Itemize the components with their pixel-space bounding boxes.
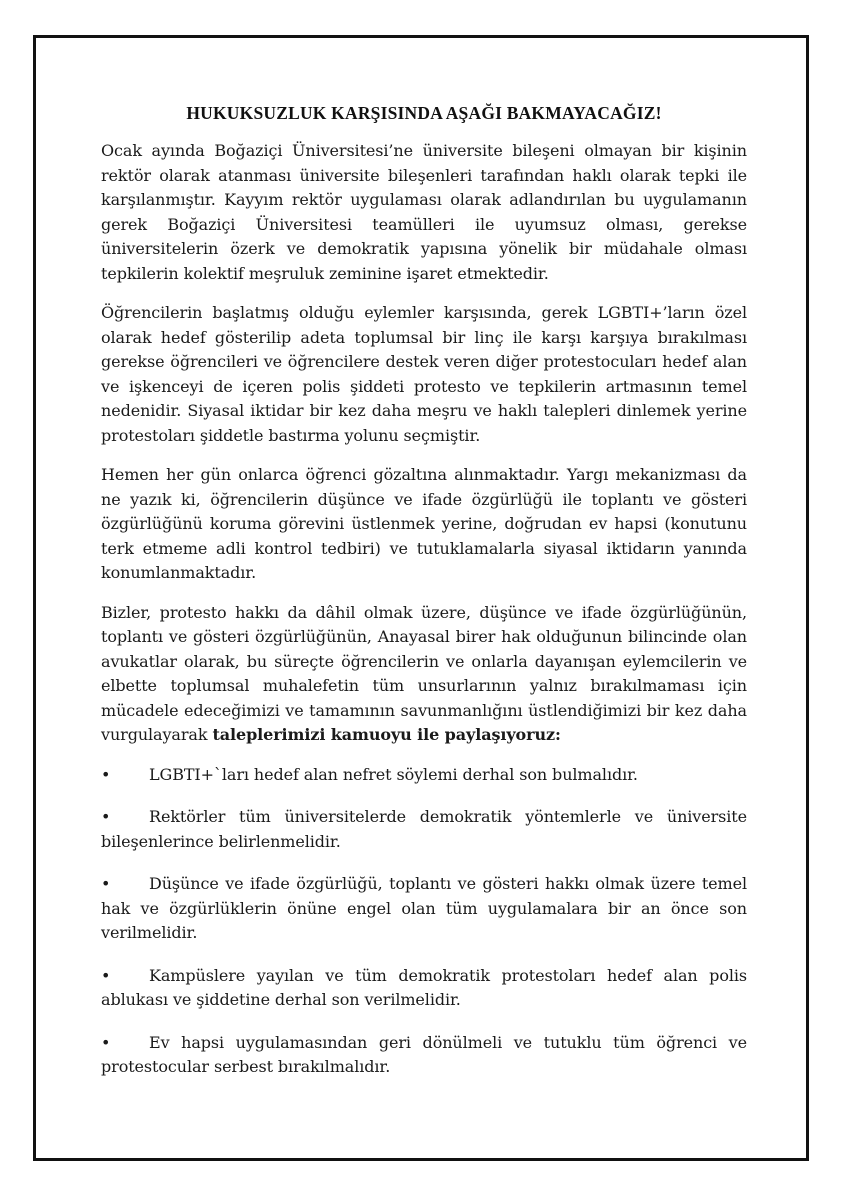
bullet-icon: • — [101, 874, 111, 893]
demand-text: Ev hapsi uygulamasından geri dönülmeli ve tutuklu tüm öğrenci ve protestocular serbest bırakılmalıdır. — [101, 1032, 747, 1076]
demand-text: Rektörler tüm üniversitelerde demokratik yöntemlerle ve üniversite bileşenlerince belirlenmelidir. — [101, 807, 747, 851]
closing-text: Bizler, protesto hakkı da dâhil olmak üzere, düşünce ve ifade özgürlüğünün, toplantı ve gösteri özgürlüğünün, Anayasal birer hak olduğunun bilincinde olan avukatlar olarak, bu süreçte öğrencilerin ve onlarla dayanışan eylemcilerin ve elbette toplumsal muhalefetin tüm unsurlarının yalnız bırakılmaması için mücadele edeceğimizi ve tamamının savunmanlığını üstlendiğimizi bir kez daha vurgulayarak — [101, 602, 747, 744]
demand-item — [101, 872, 747, 946]
demand-item — [101, 805, 747, 854]
demand-item — [101, 1031, 747, 1080]
demand-text: LGBTI+`ları hedef alan nefret söylemi derhal son bulmalıdır. — [149, 764, 638, 784]
paragraph-appointment: Ocak ayında Boğaziçi Üniversitesi’ne üniversite bileşeni olmayan bir kişinin rektör olarak atanması üniversite bileşenleri tarafından haklı olarak tepki ile karşılanmıştır. Kayyım rektör uygulaması olarak adlandırılan bu uygulamanın gerek Boğaziçi Üniversitesi teamülleri ile uyumsuz olması, gerekse üniversitelerin özerk ve demokratik yapısına yönelik bir müdahale olması tepkilerin kolektif meşruluk zeminine işaret etmektedir. — [101, 141, 747, 283]
bullet-icon: • — [101, 764, 111, 784]
paragraph-lawyers-statement — [101, 601, 747, 748]
demand-item — [101, 763, 747, 788]
demand-text: Kampüslere yayılan ve tüm demokratik protestoları hedef alan polis ablukası ve şiddetine derhal son verilmelidir. — [101, 965, 747, 1009]
demands-list — [101, 763, 747, 1080]
paragraph-protests: Öğrencilerin başlatmış olduğu eylemler karşısında, gerek LGBTI+’ların özel olarak hedef gösterilip adeta toplumsal bir linç ile karşı karşıya bırakılması gerekse öğrencileri ve öğrencilere destek veren diğer protestocuları hedef alan ve işkenceyi de içeren polis şiddeti protesto ve tepkilerin artmasının temel nedenidir. Siyasal iktidar bir kez daha meşru ve haklı talepleri dinlemek yerine protestoları şiddetle bastırma yolunu seçmiştir. — [101, 303, 747, 445]
closing-bold-text: taleplerimizi kamuoyu ile paylaşıyoruz: — [212, 725, 561, 744]
bullet-icon: • — [101, 1032, 111, 1052]
document-body — [101, 101, 747, 1098]
paragraph-detentions: Hemen her gün onlarca öğrenci gözaltına alınmaktadır. Yargı mekanizması da ne yazık ki, öğrencilerin düşünce ve ifade özgürlüğü ile toplantı ve gösteri özgürlüğünü koruma görevini üstlenmek yerine, doğrudan ev hapsi (konutunu terk etmeme adli kontrol tedbiri) ve tutuklamalarla siyasal iktidarın yanında konumlanmaktadır. — [101, 465, 747, 582]
bullet-icon: • — [101, 965, 111, 985]
demand-item — [101, 964, 747, 1013]
document-title: HUKUKSUZLUK KARŞISINDA AŞAĞI BAKMAYACAĞIZ! — [186, 103, 662, 123]
bullet-icon: • — [101, 807, 111, 826]
demand-text: Düşünce ve ifade özgürlüğü, toplantı ve gösteri hakkı olmak üzere temel hak ve özgürlüklerin önüne engel olan tüm uygulamalara bir an önce son verilmelidir. — [101, 874, 747, 942]
